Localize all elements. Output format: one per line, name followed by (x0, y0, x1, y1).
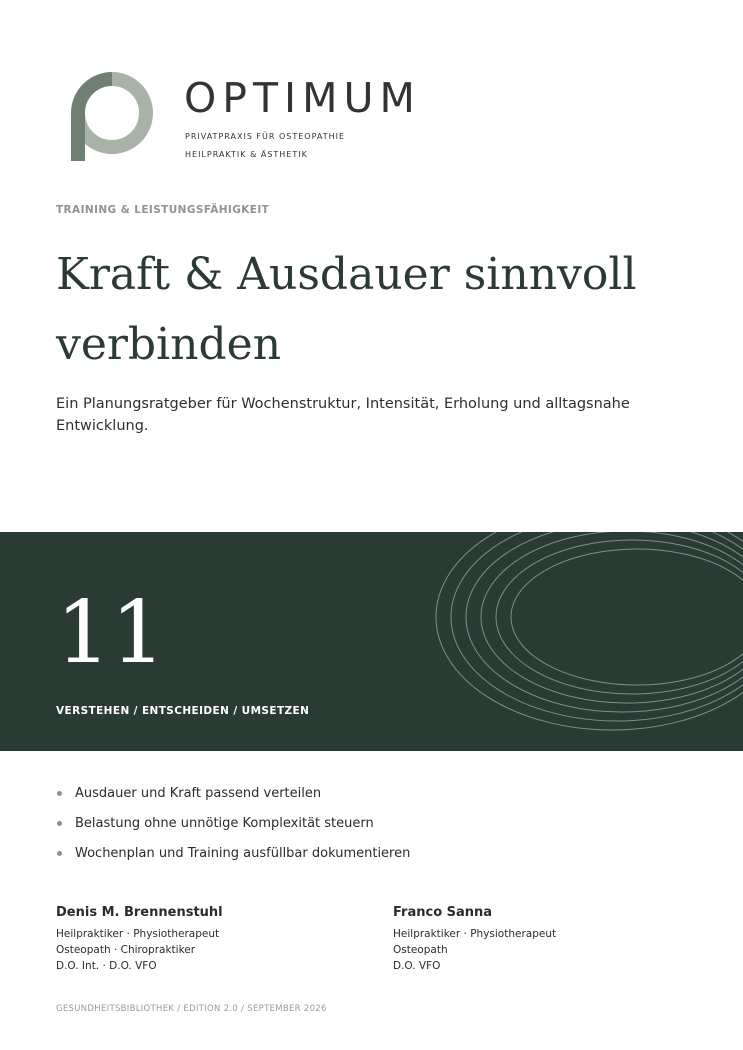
category-kicker: TRAINING & LEISTUNGSFÄHIGKEIT (56, 204, 270, 216)
author-credential: Heilpraktiker · Physiotherapeut (393, 928, 557, 940)
edition-footer: GESUNDHEITSBIBLIOTHEK / EDITION 2.0 / SEPTEMBER 2026 (56, 1004, 327, 1014)
bullet-dot-icon (57, 791, 62, 796)
brand-tagline-1: PRIVATPRAXIS FÜR OSTEOPATHIE (185, 132, 346, 141)
brand-name: OPTIMUM (184, 74, 421, 122)
key-points-list (56, 786, 410, 876)
author-credential: Osteopath (393, 944, 448, 956)
list-item: Ausdauer und Kraft passend verteilen (56, 786, 410, 816)
author-credential: D.O. VFO (393, 960, 441, 972)
volume-band (0, 532, 743, 751)
author-brennenstuhl (56, 905, 223, 974)
optimum-logo-icon (62, 63, 162, 163)
brand-tagline-2: HEILPRAKTIK & ÄSTHETIK (185, 150, 308, 159)
document-subtitle: Ein Planungsratgeber für Wochenstruktur, Intensität, Erholung und alltagsnahe Entwicklung. (56, 396, 630, 434)
bullet-dot-icon (57, 821, 62, 826)
author-credential: D.O. Int. · D.O. VFO (56, 960, 157, 972)
band-caption: VERSTEHEN / ENTSCHEIDEN / UMSETZEN (56, 705, 310, 717)
list-item: Belastung ohne unnötige Komplexität steuern (56, 816, 410, 846)
author-sanna (393, 905, 556, 974)
author-credential: Osteopath · Chiropraktiker (56, 944, 196, 956)
list-item: Wochenplan und Training ausfüllbar dokumentieren (56, 846, 410, 876)
author-name: Denis M. Brennenstuhl (56, 905, 223, 920)
document-title: Kraft & Ausdauer sinnvoll verbinden (56, 249, 637, 370)
author-credential: Heilpraktiker · Physiotherapeut (56, 928, 220, 940)
author-name: Franco Sanna (393, 905, 493, 920)
bullet-dot-icon (57, 851, 62, 856)
volume-number: 11 (56, 583, 166, 683)
